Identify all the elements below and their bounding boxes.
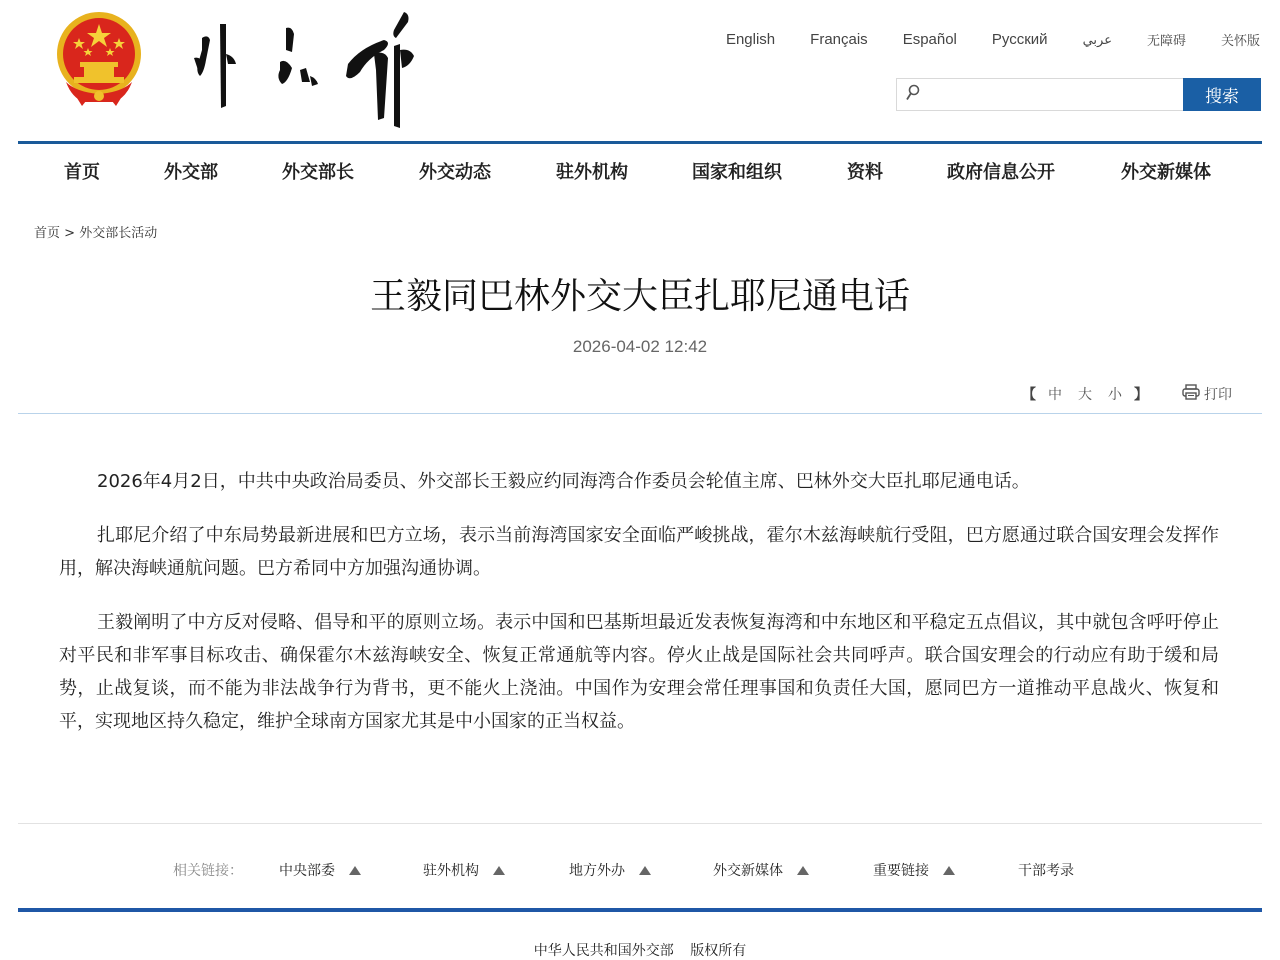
related-link-important-links[interactable] [873,860,955,880]
lang-arabic-link[interactable]: عربي [1082,31,1112,47]
lang-english-link[interactable]: English [725,31,776,48]
nav-item-minister[interactable]: 外交部长 [282,162,354,183]
accessibility-link[interactable]: 无障碍 [1146,33,1186,48]
breadcrumb [34,222,157,241]
triangle-up-icon [797,866,809,875]
copyright-text: 版权所有 [690,943,747,959]
triangle-up-icon [349,866,361,875]
related-link-label: 干部考录 [1018,863,1074,879]
related-link-label: 外交新媒体 [713,863,783,879]
site-header [0,0,1280,142]
nav-item-diplomatic-news[interactable]: 外交动态 [419,162,491,183]
nav-item-countries-organizations[interactable]: 国家和组织 [692,162,782,183]
copyright-org: 中华人民共和国外交部 [533,943,674,959]
printer-icon [1182,384,1204,404]
triangle-up-icon [943,866,955,875]
search-input[interactable] [927,81,1183,109]
font-size-large-button[interactable]: 大 [1078,387,1092,403]
nav-item-ministry[interactable]: 外交部 [164,162,218,183]
nav-item-home[interactable]: 首页 [64,162,100,183]
print-button[interactable] [1182,384,1232,404]
search-form [896,78,1261,111]
font-size-selector [1018,384,1152,404]
national-emblem-logo[interactable] [52,10,146,108]
article-body [59,465,1219,759]
lang-french-link[interactable]: Français [810,31,868,48]
nav-item-missions-abroad[interactable]: 驻外机构 [556,162,628,183]
related-link-local-foreign-affairs[interactable] [569,860,651,880]
article-date: 2026-04-02 12:42 [572,337,708,356]
related-link-civil-service-exam[interactable] [1018,860,1074,880]
font-size-medium-button[interactable]: 中 [1048,387,1062,403]
main-nav [18,144,1262,196]
related-link-label: 重要链接 [873,863,929,879]
font-size-small-button[interactable]: 小 [1108,387,1122,403]
triangle-up-icon [493,866,505,875]
footer-bottom-divider [18,908,1262,912]
breadcrumb-separator: > [64,226,76,241]
related-link-new-media[interactable] [713,860,809,880]
site-logo-calligraphy[interactable] [188,10,420,128]
related-link-label: 地方外办 [569,863,625,879]
language-bar [691,30,1260,49]
breadcrumb-current-link[interactable]: 外交部长活动 [79,226,158,241]
nav-item-new-media[interactable]: 外交新媒体 [1121,162,1211,183]
article-title: 王毅同巴林外交大臣扎耶尼通电话 [369,276,910,317]
nav-item-government-info[interactable]: 政府信息公开 [947,162,1055,183]
article-paragraph: 扎耶尼介绍了中东局势最新进展和巴方立场，表示当前海湾国家安全面临严峻挑战，霍尔木兹海峡航行受阻，巴方愿通过联合国安理会发挥作用，解决海峡通航问题。巴方希同中方加强沟通协调。 [59,525,1219,579]
related-link-missions-abroad[interactable] [423,860,505,880]
triangle-up-icon [639,866,651,875]
search-icon [905,84,921,106]
related-link-label: 驻外机构 [423,863,479,879]
search-box [896,78,1183,111]
nav-item-resources[interactable]: 资料 [847,162,883,183]
related-link-label: 中央部委 [279,863,335,879]
print-label: 打印 [1204,387,1232,403]
breadcrumb-home-link[interactable]: 首页 [34,226,61,241]
related-links-label: 相关链接： [173,863,243,879]
related-links [0,858,1280,880]
article-tools [1018,384,1232,404]
bracket-close: 】 [1134,387,1148,403]
tools-divider [18,413,1262,414]
article-paragraph: 2026年4月2日，中共中央政治局委员、外交部长王毅应约同海湾合作委员会轮值主席、巴林外交大臣扎耶尼通电话。 [97,471,1030,492]
elderly-care-version-link[interactable]: 关怀版 [1220,33,1260,48]
copyright [0,940,1280,960]
article-paragraph: 王毅阐明了中方反对侵略、倡导和平的原则立场。表示中国和巴基斯坦最近发表恢复海湾和中东地区和平稳定五点倡议，其中就包含呼吁停止对平民和非军事目标攻击、确保霍尔木兹海峡安全、恢复正常通航等内容。停火止战是国际社会共同呼声。联合国安理会的行动应有助于缓和局势，止战复谈，而不能为非法战争行为背书，更不能火上浇油。中国作为安理会常任理事国和负责任大国，愿同巴方一道推动平息战火、恢复和平，实现地区持久稳定，维护全球南方国家尤其是中小国家的正当权益。 [59,612,1219,732]
lang-spanish-link[interactable]: Español [902,31,957,48]
search-button[interactable]: 搜索 [1183,78,1261,111]
footer-divider [18,823,1262,824]
lang-russian-link[interactable]: Русский [991,31,1048,48]
related-link-central-ministries[interactable] [279,860,361,880]
bracket-open: 【 [1022,387,1036,403]
